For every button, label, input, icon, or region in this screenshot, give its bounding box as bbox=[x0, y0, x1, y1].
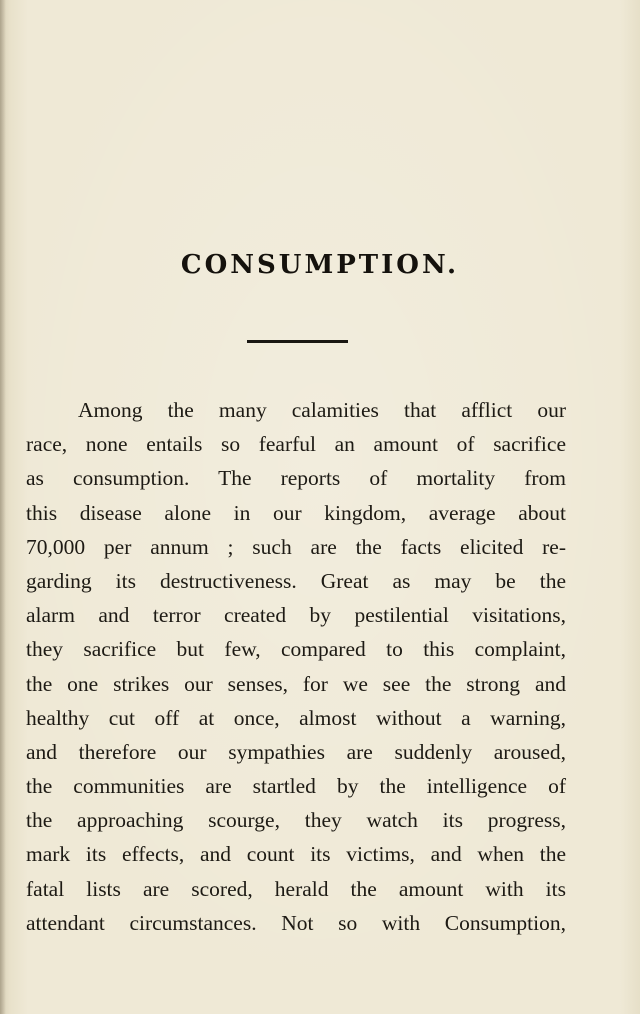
text-line: garding its destructiveness. Great as may be the bbox=[26, 568, 566, 593]
text-line: this disease alone in our kingdom, average about bbox=[26, 500, 566, 525]
text-line: mark its effects, and count its victims, and when the bbox=[26, 842, 566, 867]
text-line: the approaching scourge, they watch its progress, bbox=[26, 808, 566, 833]
text-line: healthy cut off at once, almost without a warning, bbox=[26, 705, 566, 730]
text-line: Among the many calamities that afflict our bbox=[78, 398, 566, 422]
body-paragraph bbox=[26, 393, 566, 940]
chapter-title: CONSUMPTION. bbox=[180, 250, 460, 280]
text-line: as consumption. The reports of mortality from bbox=[26, 466, 566, 491]
page-binding-shadow bbox=[0, 0, 6, 1014]
text-line: fatal lists are scored, herald the amount with its bbox=[26, 876, 566, 901]
text-line: the communities are startled by the intelligence of bbox=[26, 774, 566, 799]
text-line: they sacrifice but few, compared to this complaint, bbox=[26, 637, 566, 662]
text-line: race, none entails so fearful an amount of sacrifice bbox=[26, 432, 566, 457]
text-line: the one strikes our senses, for we see the strong and bbox=[26, 671, 566, 696]
text-line: alarm and terror created by pestilential visitations, bbox=[26, 603, 566, 628]
title-divider-rule bbox=[247, 340, 348, 343]
text-line: 70,000 per annum ; such are the facts elicited re- bbox=[26, 534, 566, 559]
text-line: attendant circumstances. Not so with Consumption, bbox=[26, 910, 566, 935]
text-line: and therefore our sympathies are suddenly aroused, bbox=[26, 739, 566, 764]
